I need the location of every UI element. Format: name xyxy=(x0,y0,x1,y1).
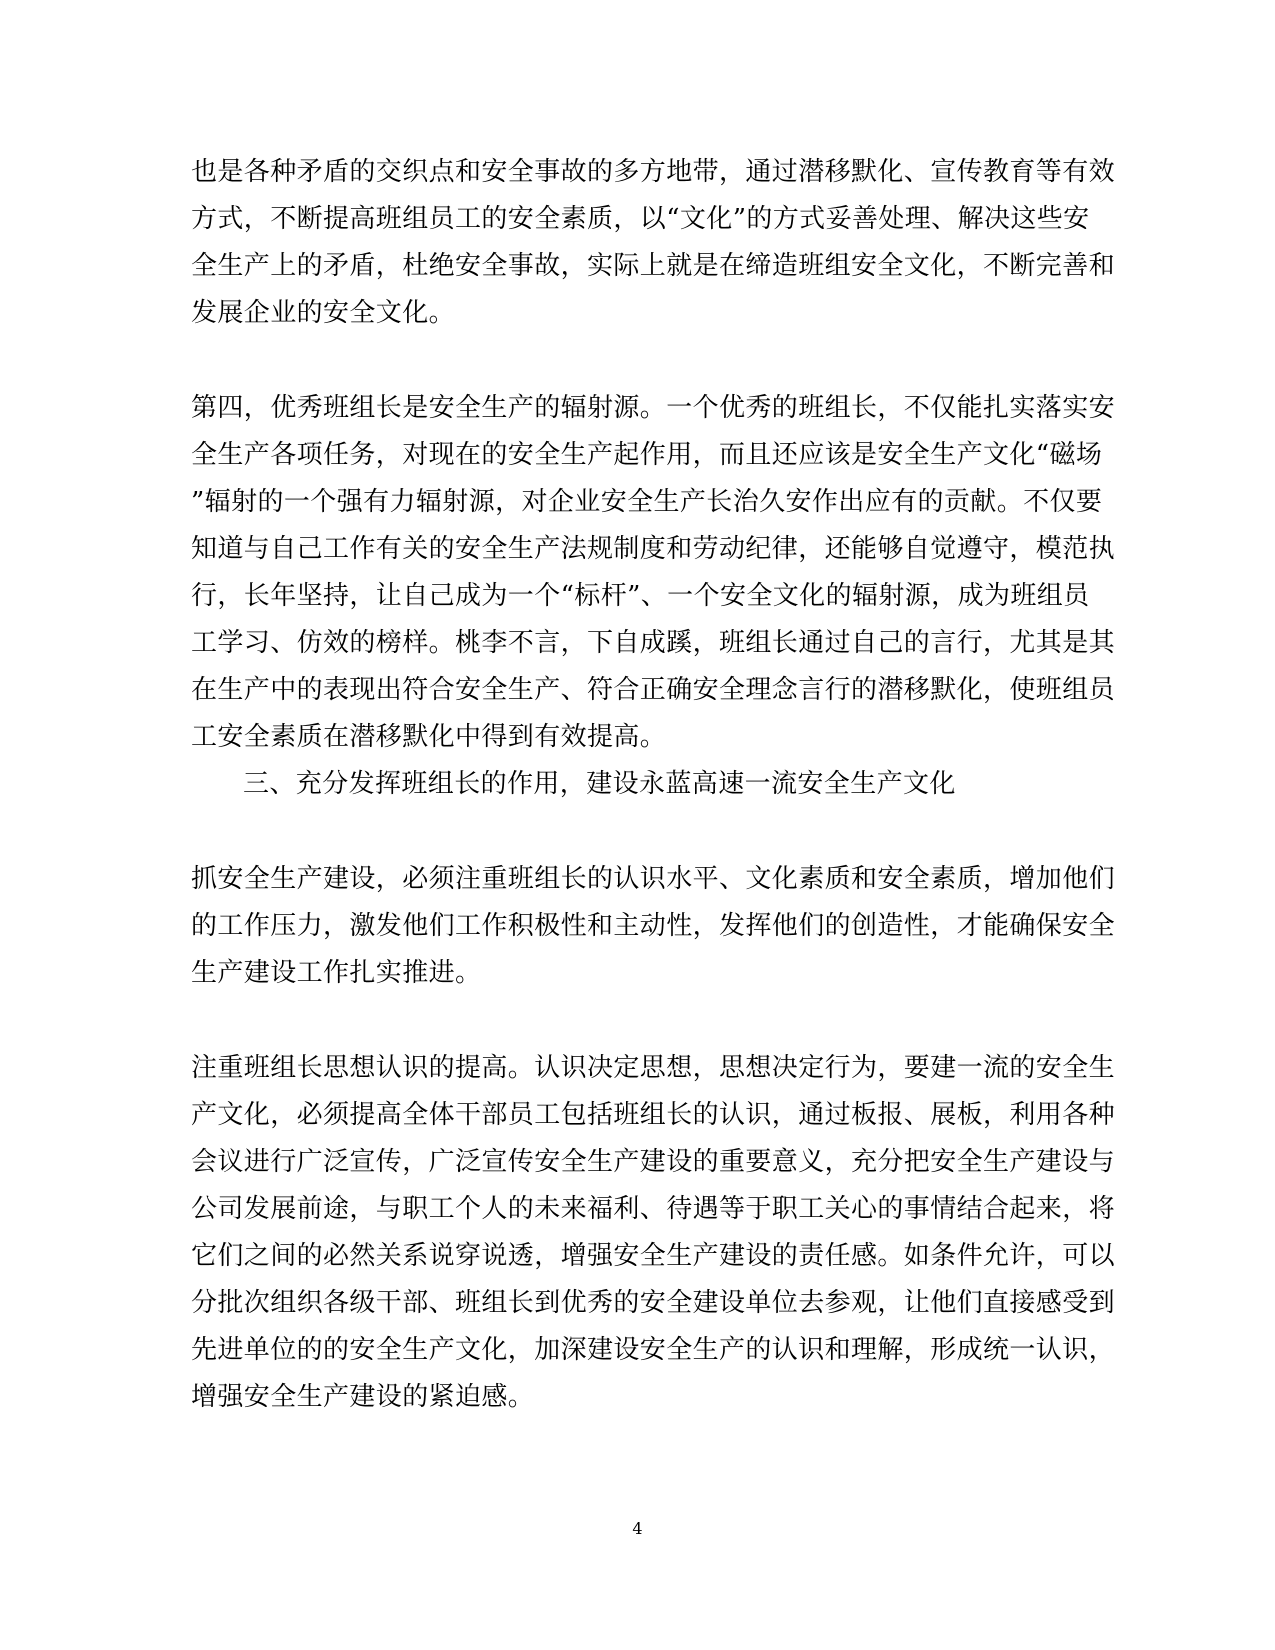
text-line: 工安全素质在潜移默化中得到有效提高。 xyxy=(191,722,667,752)
text-line: 的工作压力，激发他们工作积极性和主动性，发挥他们的创造性，才能确保安全 xyxy=(191,911,1116,941)
text-line: 分批次组织各级干部、班组长到优秀的安全建设单位去参观，让他们直接感受到 xyxy=(191,1288,1116,1318)
text-line: 公司发展前途，与职工个人的未来福利、待遇等于职工关心的事情结合起来，将 xyxy=(191,1194,1116,1224)
text-line: 会议进行广泛宣传，广泛宣传安全生产建设的重要意义，充分把安全生产建设与 xyxy=(191,1147,1116,1177)
text-line: 注重班组长思想认识的提高。认识决定思想，思想决定行为，要建一流的安全生 xyxy=(191,1053,1116,1083)
text-line: 先进单位的的安全生产文化，加深建设安全生产的认识和理解，形成统一认识， xyxy=(191,1335,1116,1365)
text-line: 行，长年坚持，让自己成为一个“标杆”、一个安全文化的辐射源，成为班组员 xyxy=(191,581,1090,611)
section-heading: 三、充分发挥班组长的作用，建设永蓝高速一流安全生产文化 xyxy=(243,769,956,799)
text-line: 生产建设工作扎实推进。 xyxy=(191,958,482,988)
text-line: 知道与自己工作有关的安全生产法规制度和劳动纪律，还能够自觉遵守，模范执 xyxy=(191,534,1116,564)
text-line: 全生产各项任务，对现在的安全生产起作用，而且还应该是安全生产文化“磁场 xyxy=(191,440,1103,470)
text-line: 也是各种矛盾的交织点和安全事故的多方地带，通过潜移默化、宣传教育等有效 xyxy=(191,157,1116,187)
text-line: 方式，不断提高班组员工的安全素质，以“文化”的方式妥善处理、解决这些安 xyxy=(191,204,1090,234)
text-line: 在生产中的表现出符合安全生产、符合正确安全理念言行的潜移默化，使班组员 xyxy=(191,675,1116,705)
text-line: 产文化，必须提高全体干部员工包括班组长的认识，通过板报、展板，利用各种 xyxy=(191,1100,1116,1130)
text-line: 第四，优秀班组长是安全生产的辐射源。一个优秀的班组长，不仅能扎实落实安 xyxy=(191,393,1116,423)
text-line: 全生产上的矛盾，杜绝安全事故，实际上就是在缔造班组安全文化，不断完善和 xyxy=(191,251,1116,281)
text-line: 工学习、仿效的榜样。桃李不言，下自成蹊，班组长通过自己的言行，尤其是其 xyxy=(191,628,1116,658)
text-line: 增强安全生产建设的紧迫感。 xyxy=(191,1382,535,1412)
text-line: 它们之间的必然关系说穿说透，增强安全生产建设的责任感。如条件允许，可以 xyxy=(191,1241,1116,1271)
text-line: 抓安全生产建设，必须注重班组长的认识水平、文化素质和安全素质，增加他们 xyxy=(191,864,1116,894)
text-line: 发展企业的安全文化。 xyxy=(191,298,456,328)
page-number: 4 xyxy=(632,1519,643,1538)
text-line: ”辐射的一个强有力辐射源，对企业安全生产长治久安作出应有的贡献。不仅要 xyxy=(191,487,1103,517)
